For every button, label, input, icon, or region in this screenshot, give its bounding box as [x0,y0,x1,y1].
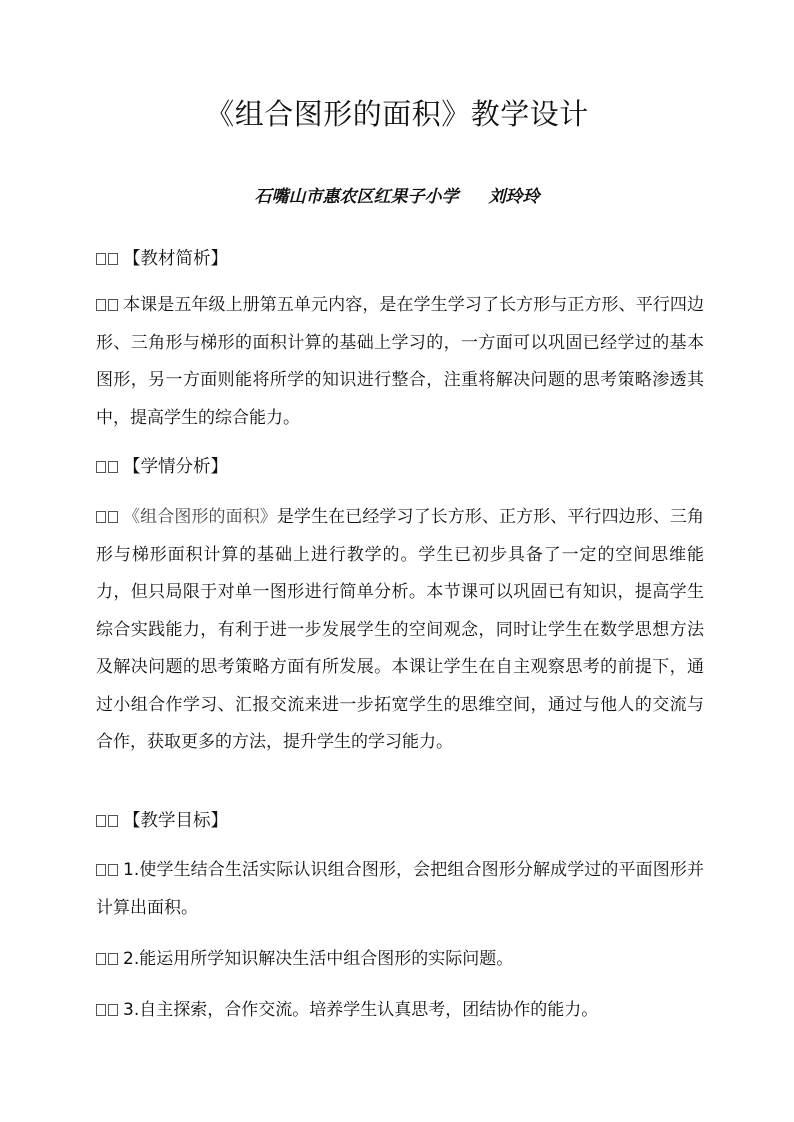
missing-glyph-boxes [96,852,120,890]
missing-glyph-boxes [96,241,120,279]
paragraph-text: 本课是五年级上册第五单元内容，是在学生学习了长方形与正方形、平行四边形、三角形与梯形的面积计算的基础上学习的，一方面可以巩固已经学过的基本图形，另一方面则能将所学的知识进行整合，注重将解决问题的思考策略渗透其中，提高学生的综合能力。 [96,295,704,428]
author-name: 刘玲玲 [488,187,540,207]
goal-text: 3.自主探索，合作交流。培养学生认真思考，团结协作的能力。 [123,1000,599,1020]
teaching-goal-item-3 [96,992,704,1030]
document-title: 《组合图形的面积》教学设计 [205,97,589,131]
missing-glyph-boxes [96,803,120,841]
paragraph-quote-title: 《组合图形的面积》 [123,507,277,527]
author-school: 石嘴山市惠农区红果子小学 [254,187,459,207]
teaching-goal-item-1 [96,852,704,927]
missing-glyph-boxes [96,499,120,537]
section-heading-label: 【教学目标】 [123,811,228,831]
section-heading-teaching-goals [96,803,704,841]
goal-text: 2.能运用所学知识解决生活中组合图形的实际问题。 [123,949,514,969]
missing-glyph-boxes [96,941,120,979]
section-heading-student-analysis [96,449,704,487]
missing-glyph-boxes [96,449,120,487]
missing-glyph-boxes [96,287,120,325]
section-paragraph-textbook-analysis [96,287,704,437]
section-paragraph-student-analysis [96,499,704,762]
section-heading-label: 【教材简析】 [123,249,228,269]
author-line [0,184,794,210]
section-heading-textbook-analysis [96,241,704,279]
section-heading-label: 【学情分析】 [123,457,228,477]
goal-text: 1.使学生结合生活实际认识组合图形，会把组合图形分解成学过的平面图形并计算出面积。 [96,860,704,918]
teaching-goal-item-2 [96,941,704,979]
missing-glyph-boxes [96,992,120,1030]
paragraph-text: 是学生在已经学习了长方形、正方形、平行四边形、三角形与梯形面积计算的基础上进行教学的。学生已初步具备了一定的空间思维能力，但只局限于对单一图形进行简单分析。本节课可以巩固已有知识，提高学生综合实践能力，有利于进一步发展学生的空间观念，同时让学生在数学思想方法及解决问题的思考策略方面有所发展。本课让学生在自主观察思考的前提下，通过小组合作学习、汇报交流来进一步拓宽学生的思维空间，通过与他人的交流与合作，获取更多的方法，提升学生的学习能力。 [96,507,705,752]
